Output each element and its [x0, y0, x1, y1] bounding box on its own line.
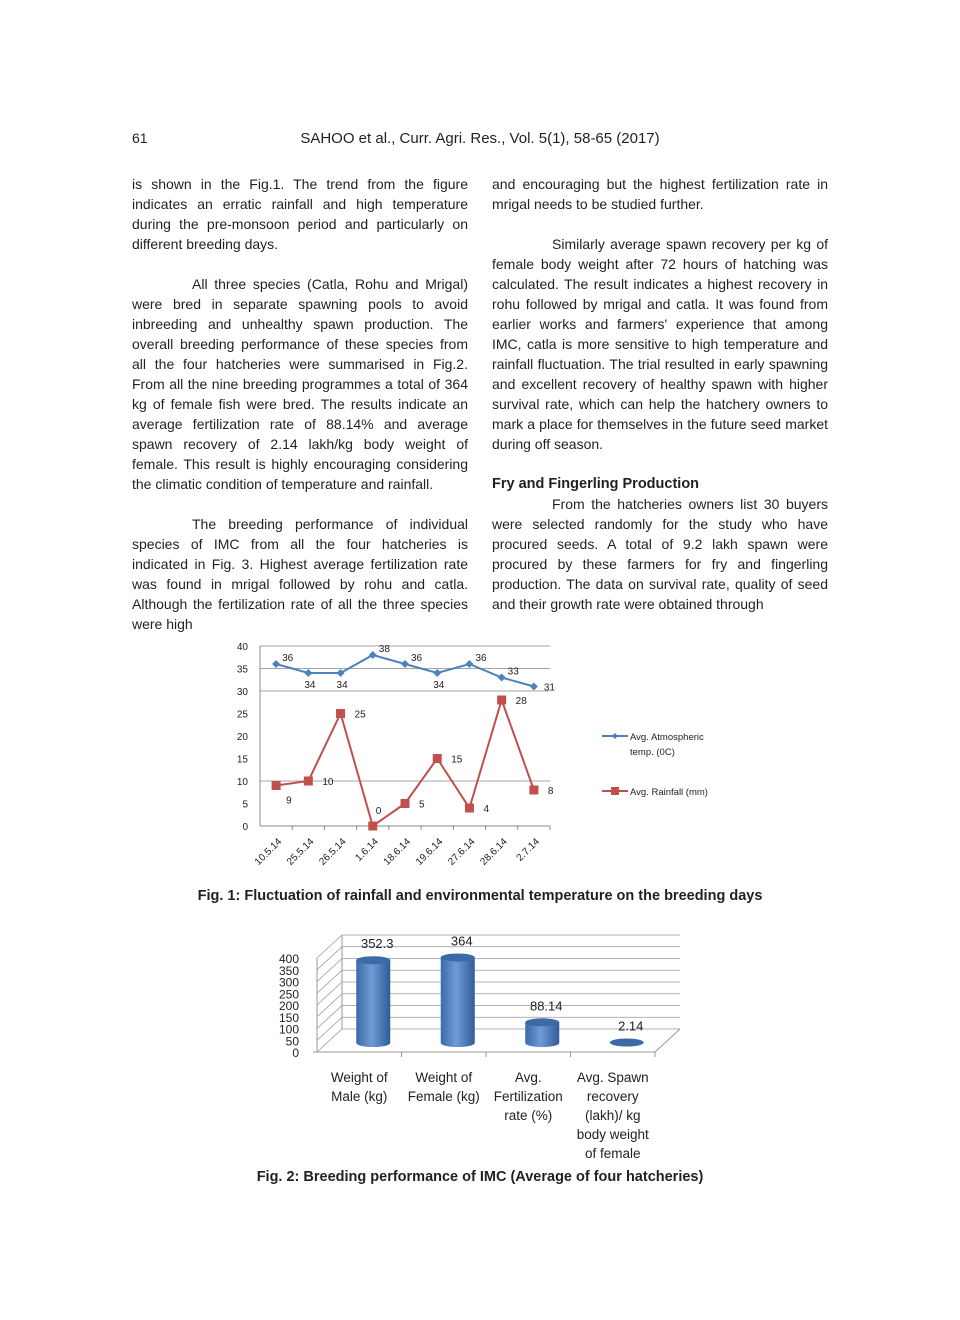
- data-label: 5: [419, 799, 425, 811]
- legend-label: Avg. Atmospheric: [630, 732, 704, 743]
- y-tick-label: 10: [236, 777, 248, 788]
- figure-2-caption: Fig. 2: Breeding performance of IMC (Average of four hatcheries): [256, 1169, 704, 1185]
- data-label: 364: [450, 933, 473, 949]
- data-point: [465, 660, 473, 668]
- data-label: 38: [378, 644, 390, 655]
- side-gridline: [317, 982, 342, 1005]
- x-tick-label: 19.6.14: [413, 836, 446, 868]
- x-tick-label: of female: [584, 1146, 641, 1161]
- data-label: 33: [507, 666, 519, 678]
- x-tick-label: body weight: [576, 1127, 649, 1142]
- x-tick-label: 25.5.14: [285, 836, 317, 868]
- data-point: [401, 799, 410, 808]
- x-tick-label: Male (kg): [331, 1089, 388, 1104]
- x-tick-label: Weight of: [415, 1070, 473, 1085]
- y-tick-label: 25: [236, 709, 248, 721]
- side-gridline: [317, 970, 342, 993]
- data-label: 8: [547, 786, 554, 797]
- data-label: 4: [483, 804, 490, 815]
- data-label: 10: [322, 777, 334, 788]
- data-point: [498, 674, 506, 682]
- section-heading: Fry and Fingerling Production: [492, 476, 700, 492]
- data-point: [369, 651, 377, 659]
- floor-edge: [655, 1029, 680, 1052]
- data-point: [401, 660, 409, 668]
- data-point: [465, 804, 474, 813]
- data-label: 34: [304, 680, 316, 691]
- side-gridline: [317, 935, 342, 958]
- data-point: [433, 754, 442, 763]
- data-point: [529, 786, 538, 795]
- paragraph: and encouraging but the highest fertilization rate in mrigal needs to be studied further.: [492, 176, 828, 212]
- data-point: [530, 683, 538, 691]
- bar: [441, 957, 475, 1047]
- x-tick-label: 1.6.14: [353, 836, 381, 864]
- paragraph: From the hatcheries owners list 30 buyers were selected randomly for the study who have procured seeds. A total of 9.2 lakh spawn were procured by these farmers for fry and fingerling production. The data on survival rate, quality of seed and their growth rate were obtained through: [492, 496, 828, 612]
- data-label: 28: [515, 696, 527, 707]
- x-tick-label: Avg.: [514, 1070, 542, 1085]
- bar-top: [356, 956, 390, 964]
- side-gridline: [317, 1006, 342, 1029]
- data-point: [497, 696, 506, 705]
- y-tick-label: 50: [285, 1034, 299, 1049]
- y-tick-label: 40: [236, 642, 248, 653]
- side-gridline: [317, 1017, 342, 1040]
- x-tick-label: 26.5.14: [317, 836, 349, 868]
- y-tick-label: 250: [278, 987, 299, 1002]
- data-label: 88.14: [529, 998, 563, 1014]
- y-tick-label: 200: [278, 999, 299, 1013]
- x-tick-label: 28.6.14: [478, 836, 510, 868]
- x-tick-label: 10.5.14: [252, 836, 285, 868]
- y-tick-label: 100: [278, 1022, 299, 1037]
- x-tick-label: Female (kg): [407, 1089, 480, 1104]
- side-gridline: [317, 959, 342, 982]
- data-point: [304, 777, 313, 786]
- y-tick-label: 0: [242, 822, 248, 833]
- figure-1-caption: Fig. 1: Fluctuation of rainfall and environmental temperature on the breeding days: [197, 888, 763, 904]
- x-tick-label: rate (%): [504, 1108, 553, 1123]
- legend-label: Avg. Rainfall (mm): [630, 787, 708, 798]
- y-tick-label: 5: [242, 799, 248, 811]
- x-tick-label: 27.6.14: [446, 836, 478, 868]
- bar-top: [610, 1038, 644, 1046]
- data-label: 352.3: [360, 936, 394, 952]
- side-gridline: [317, 1029, 342, 1052]
- data-point: [272, 781, 281, 790]
- data-point: [272, 660, 280, 668]
- data-point: [368, 822, 377, 831]
- y-tick-label: 15: [236, 754, 248, 766]
- bar: [356, 960, 390, 1047]
- y-tick-label: 400: [278, 952, 299, 966]
- page-number: 61: [132, 130, 148, 146]
- data-label: 25: [354, 709, 366, 721]
- data-point: [337, 669, 345, 677]
- y-tick-label: 150: [278, 1010, 299, 1025]
- legend-label: temp. (0C): [630, 747, 675, 758]
- x-tick-label: recovery: [586, 1089, 639, 1104]
- y-tick-label: 300: [278, 975, 299, 990]
- side-gridline: [317, 994, 342, 1017]
- data-label: 2.14: [618, 1018, 644, 1034]
- data-label: 36: [475, 653, 487, 664]
- paragraph: The breeding performance of individual species of IMC from all the four hatcheries is indicated in Fig. 3. Highest average fertilization rate was found in mrigal followed by rohu and catla. Although the fertilization rate of all the three species were high: [132, 516, 468, 632]
- data-label: 31: [543, 682, 556, 694]
- paragraph: All three species (Catla, Rohu and Mrigal) were bred in separate spawning pools to avoid inbreeding and unhealthy spawn production. The overall breeding performance of these species from all the four hatcheries were summarised in Fig.2. From all the nine breeding programmes a total of 364 kg of female fish were bred. The results indicate an average fertilization rate of 88.14% and average spawn recovery of 2.14 lakh/kg body weight of female. This result is highly encouraging considering the climatic condition of temperature and rainfall.: [132, 276, 468, 492]
- data-point: [304, 669, 312, 677]
- bar-top: [525, 1018, 559, 1026]
- paragraph: is shown in the Fig.1. The trend from the figure indicates an erratic rainfall and high temperature during the pre-monsoon period and particularly on different breeding days.: [132, 176, 468, 252]
- data-label: 9: [286, 795, 292, 807]
- data-label: 0: [375, 806, 382, 817]
- legend-marker: [612, 733, 618, 739]
- y-tick-label: 350: [278, 963, 299, 978]
- x-tick-label: Weight of: [330, 1070, 388, 1085]
- bar-top: [441, 953, 475, 961]
- x-tick-label: Avg. Spawn: [576, 1070, 649, 1085]
- data-point: [336, 709, 345, 718]
- y-tick-label: 0: [292, 1046, 299, 1060]
- x-tick-label: Fertilization: [493, 1089, 563, 1104]
- y-tick-label: 30: [236, 687, 248, 698]
- y-tick-label: 20: [236, 732, 248, 743]
- x-tick-label: 2.7.14: [514, 836, 543, 864]
- data-label: 36: [282, 653, 294, 664]
- x-tick-label: (lakh)/ kg: [584, 1108, 641, 1123]
- paragraph: Similarly average spawn recovery per kg of female body weight after 72 hours of hatching was calculated. The result indicates a highest recovery in rohu followed by mrigal and catla. It was found from earlier works and farmers' experience that among IMC, catla is more sensitive to high temperature and rainfall fluctuation. The trial resulted in early spawning and excellent recovery of healthy spawn with higher survival rate, which can help the hatchery owners to mark a place for themselves in the future seed market during off season.: [492, 236, 828, 452]
- data-label: 15: [451, 754, 463, 766]
- data-label: 34: [433, 680, 445, 691]
- legend-marker: [611, 787, 619, 795]
- data-label: 36: [411, 653, 423, 664]
- data-label: 34: [336, 680, 348, 691]
- side-gridline: [317, 947, 342, 970]
- y-tick-label: 35: [236, 664, 248, 676]
- running-header: SAHOO et al., Curr. Agri. Res., Vol. 5(1), 58-65 (2017): [300, 130, 660, 147]
- x-tick-label: 18.6.14: [381, 836, 414, 868]
- data-point: [433, 669, 441, 677]
